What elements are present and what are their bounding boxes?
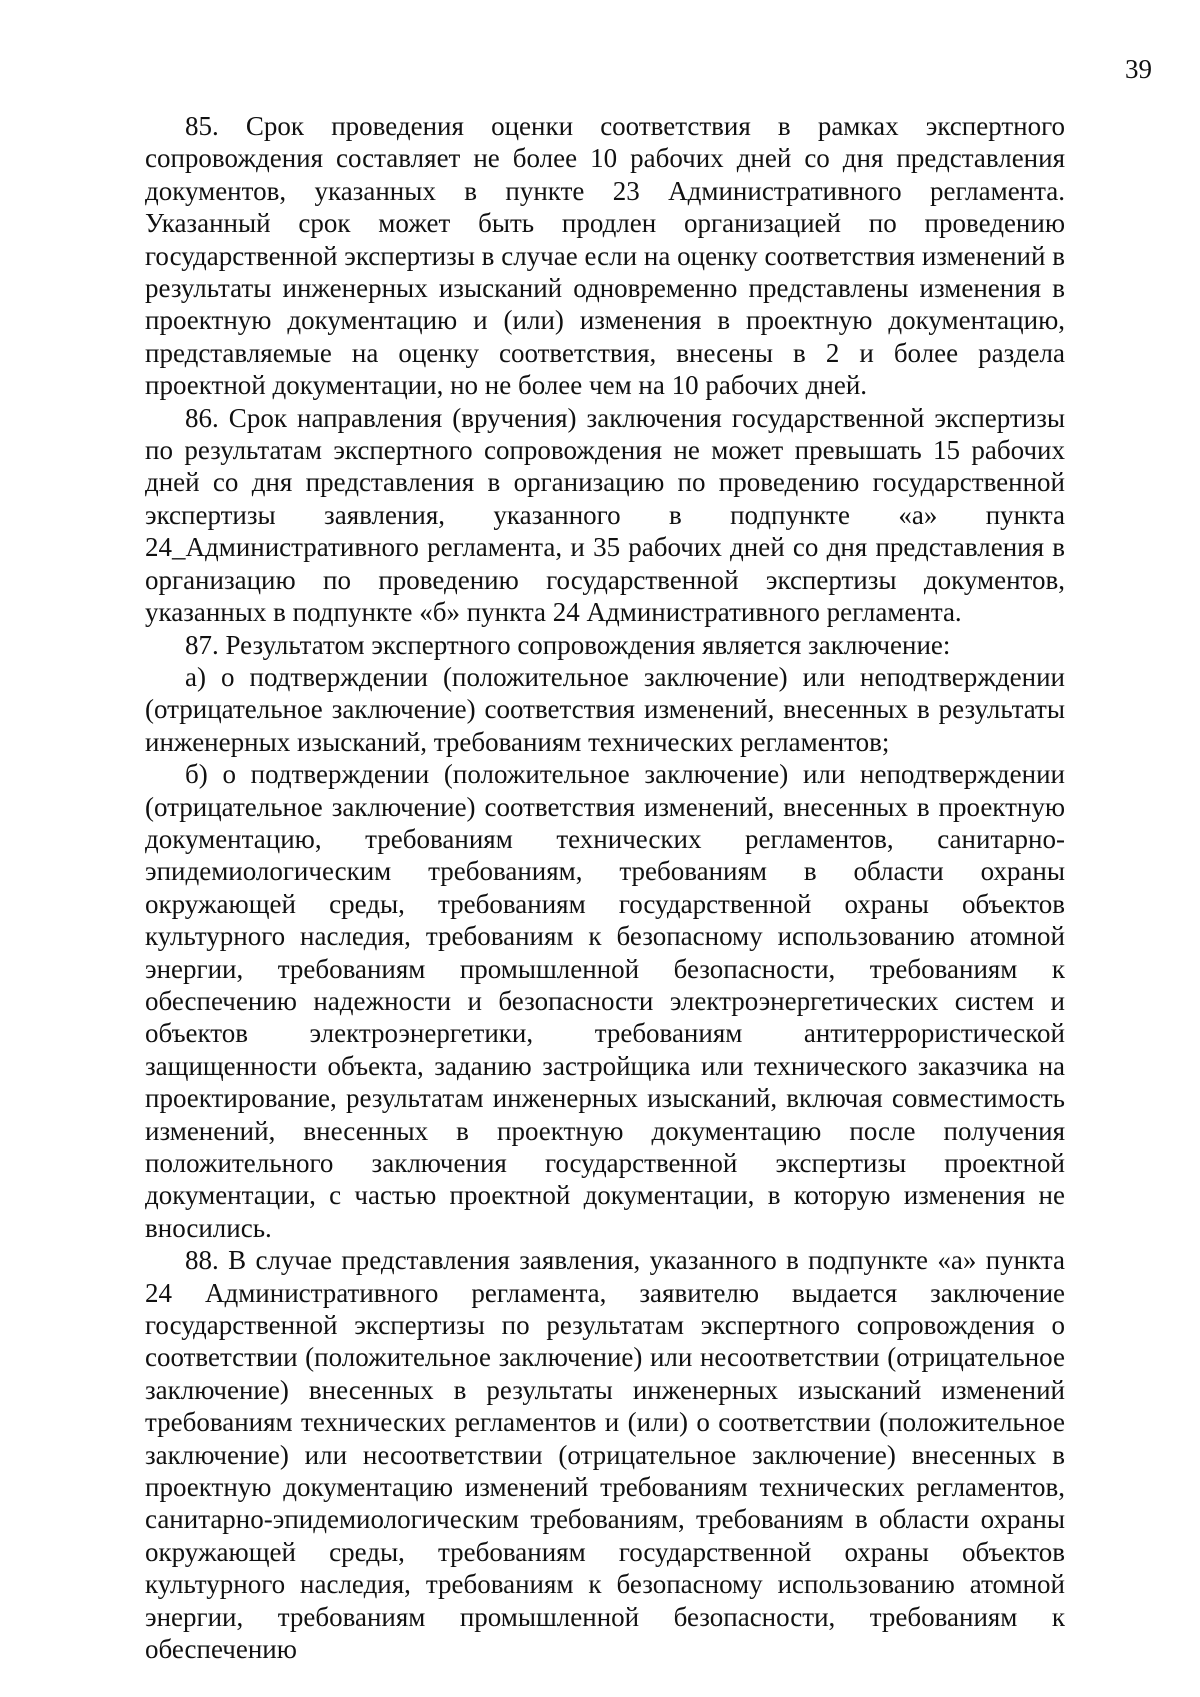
- paragraph-87-a: а) о подтверждении (положительное заключение) или неподтверждении (отрицательное заключение) соответствия изменений, внесенных в результаты инженерных изысканий, требованиям технических регламентов;: [145, 661, 1065, 757]
- document-body: [145, 110, 1065, 1666]
- paragraph-87: 87. Результатом экспертного сопровождения является заключение:: [185, 629, 951, 660]
- paragraph-88: 88. В случае представления заявления, указанного в подпункте «а» пункта 24 Административного регламента, заявителю выдается заключение государственной экспертизы по результатам экспертного сопровождения о соответствии (положительное заключение) или несоответствии (отрицательное заключение) внесенных в результаты инженерных изысканий изменений требованиям технических регламентов и (или) о соответствии (положительное заключение) или несоответствии (отрицательное заключение) внесенных в проектную документацию изменений требованиям технических регламентов, санитарно-эпидемиологическим требованиям, требованиям в области охраны окружающей среды, требованиям государственной охраны объектов культурного наследия, требованиям к безопасному использованию атомной энергии, требованиям промышленной безопасности, требованиям к обеспечению: [145, 1245, 1065, 1665]
- paragraph-86: 86. Срок направления (вручения) заключения государственной экспертизы по результатам экспертного сопровождения не может превышать 15 рабочих дней со дня представления в организацию по проведению государственной экспертизы заявления, указанного в подпункте «а» пункта 24_Административного регламента, и 35 рабочих дней со дня представления в организацию по проведению государственной экспертизы документов, указанных в подпункте «б» пункта 24 Административного регламента.: [145, 402, 1065, 628]
- page-number: 39: [1125, 54, 1152, 84]
- paragraph-85: 85. Срок проведения оценки соответствия в рамках экспертного сопровождения составляет не более 10 рабочих дней со дня представления документов, указанных в пункте 23 Административного регламента. Указанный срок может быть продлен организацией по проведению государственной экспертизы в случае если на оценку соответствия изменений в результаты инженерных изысканий одновременно представлены изменения в проектную документацию и (или) изменения в проектную документацию, представляемые на оценку соответствия, внесены в 2 и более раздела проектной документации, но не более чем на 10 рабочих дней.: [145, 111, 1065, 401]
- paragraph-87-b: б) о подтверждении (положительное заключение) или неподтверждении (отрицательное заключение) соответствия изменений, внесенных в проектную документацию, требованиям технических регламентов, санитарно-эпидемиологическим требованиям, требованиям в области охраны окружающей среды, требованиям государственной охраны объектов культурного наследия, требованиям к безопасному использованию атомной энергии, требованиям промышленной безопасности, требованиям к обеспечению надежности и безопасности электроэнергетических систем и объектов электроэнергетики, требованиям антитеррористической защищенности объекта, заданию застройщика или технического заказчика на проектирование, результатам инженерных изысканий, включая совместимость изменений, внесенных в проектную документацию после получения положительного заключения государственной экспертизы проектной документации, с частью проектной документации, в которую изменения не вносились.: [145, 759, 1065, 1243]
